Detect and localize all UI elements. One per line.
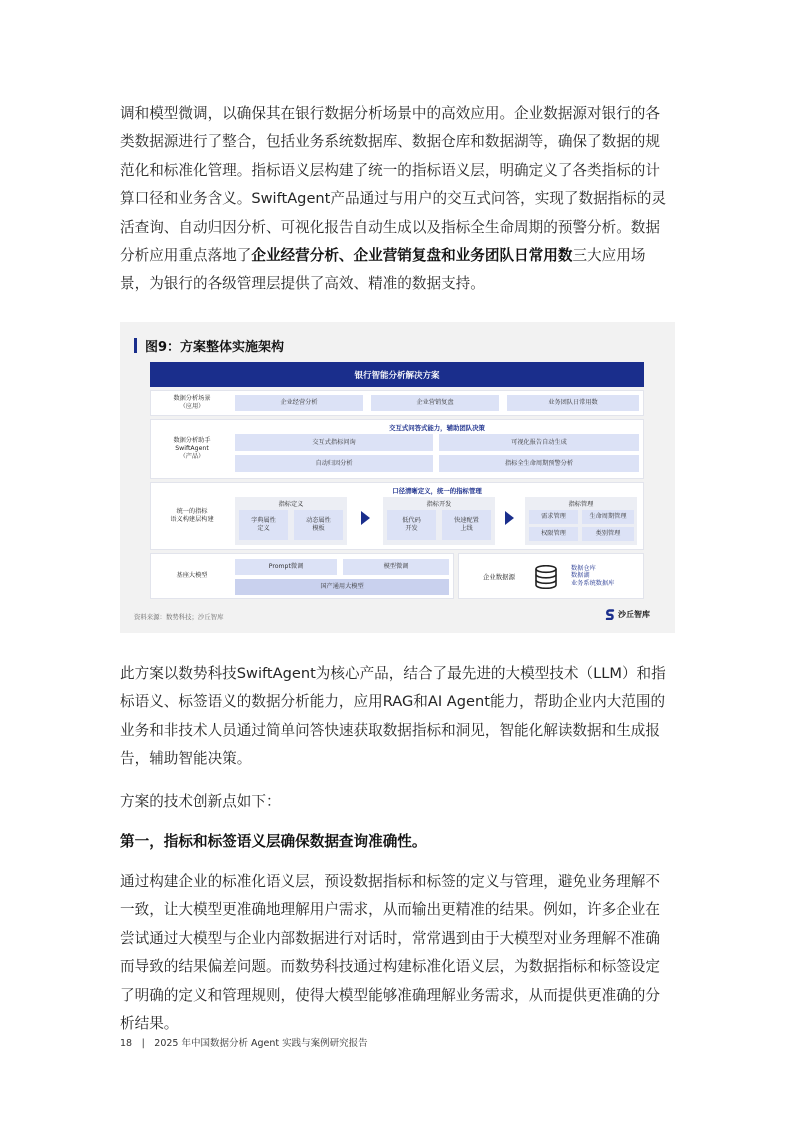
row-label-foundation: 基座大模型	[176, 572, 208, 579]
datasource-box	[458, 553, 644, 599]
logo-text: 沙丘智库	[618, 610, 650, 619]
diagram-header: 银行智能分析解决方案	[150, 362, 644, 387]
foundation-model-box	[150, 553, 454, 599]
intro-text-1: 调和模型微调，以确保其在银行数据分析场景中的高效应用。企业数据源对银行的各类数据源进行了整合，包括业务系统数据库、数据仓库和数据湖等，确保了数据的规范化和标准化管理。指标语义层构建了统一的指标语义层，明确定义了各类指标的计算口径和业务含义。SwiftAgent产品通过与用户的交互式问答，实现了数据指标的灵活查询、自动归因分析、可视化报告自动生成以及指标全生命周期的预警分析。数据分析应用重点落地了	[120, 105, 667, 265]
database-icon	[535, 565, 557, 589]
paragraph-solution: 此方案以数势科技SwiftAgent为核心产品，结合了最先进的大模型技术（LLM）和指标语义、标签语义的数据分析能力，应用RAG和AI Agent能力，帮助企业内大范围的业务和非技术人员通过简单问答快速获取数据指标和洞见，智能化解读数据和生成报告，辅助智能决策。	[120, 665, 666, 768]
cell-assistant-2: 可视化报告自动生成	[439, 434, 639, 451]
page-footer: 18 | 2025 年中国数据分析 Agent 实践与案例研究报告	[120, 1038, 368, 1049]
cell-dev-2: 快速配置 上线	[442, 510, 491, 540]
cell-assistant-1: 交互式指标问询	[235, 434, 433, 451]
arrow-right-icon	[505, 511, 514, 525]
figure-architecture	[120, 322, 675, 633]
figure-title	[134, 336, 284, 355]
intro-bold-text: 企业经营分析、企业营销复盘和业务团队日常用数	[251, 247, 573, 265]
cell-mgmt-2: 生命周期管理	[582, 510, 634, 524]
row-label-semantic: 统一的指标 语义构建层构建	[170, 508, 214, 523]
cell-scenario-3: 业务团队日常用数	[507, 395, 639, 411]
group-management-title: 指标管理	[568, 501, 594, 508]
logo-mark-icon	[605, 609, 615, 620]
cell-mgmt-4: 类别管理	[582, 527, 634, 541]
brand-logo	[605, 609, 650, 620]
cell-mgmt-1: 需求管理	[529, 510, 578, 524]
heading-innovation-1: 第一，指标和标签语义层确保数据查询准确性。	[120, 833, 427, 850]
cell-assistant-4: 指标全生命周期预警分析	[439, 455, 639, 472]
datasource-label: 企业数据源	[483, 572, 515, 581]
paragraph-innovations-intro: 方案的技术创新点如下：	[120, 793, 281, 810]
cell-domestic-model: 国产通用大模型	[235, 579, 449, 595]
cell-def-1: 字典属性 定义	[239, 510, 288, 540]
datasource-list	[571, 565, 614, 587]
datasource-item: 数据仓库	[571, 565, 596, 572]
cell-def-2: 动态属性 模板	[294, 510, 343, 540]
figure-source: 资料来源：数势科技；沙丘智库	[134, 613, 224, 621]
row-label-scenarios: 数据分析场景 （应用）	[173, 395, 211, 410]
arrow-right-icon	[361, 511, 370, 525]
row-foundation	[150, 553, 644, 601]
datasource-item: 业务系统数据库	[571, 579, 615, 587]
cell-scenario-1: 企业经营分析	[235, 395, 363, 411]
cell-prompt-tuning: Prompt微调	[235, 559, 337, 575]
cell-mgmt-3: 权限管理	[529, 527, 578, 541]
assistant-subtitle: 交互式问答式能力，辅助团队决策	[389, 424, 485, 432]
title-accent-bar	[134, 338, 137, 353]
cell-dev-1: 低代码 开发	[387, 510, 436, 540]
intro-paragraph	[120, 100, 673, 299]
row-semantic-layer	[150, 482, 644, 550]
row-label-assistant: 数据分析助手 SwiftAgent （产品）	[173, 437, 211, 460]
row-scenarios	[150, 390, 644, 416]
semantic-subtitle: 口径清晰定义，统一的指标管理	[392, 487, 482, 495]
cell-scenario-2: 企业营销复盘	[371, 395, 499, 411]
intro-text-2: 三大应用场景，为银行的各级管理层提供了高效、精准的数据支持。	[120, 247, 646, 293]
datasource-item: 数据湖	[571, 572, 590, 580]
cell-model-tuning: 模型微调	[343, 559, 449, 575]
group-definition-title: 指标定义	[278, 501, 304, 508]
row-assistant	[150, 419, 644, 479]
paragraph-innovation-1: 通过构建企业的标准化语义层，预设数据指标和标签的定义与管理，避免业务理解不一致，让大模型更准确地理解用户需求，从而输出更精准的结果。例如，许多企业在尝试通过大模型与企业内部数据进行对话时，常常遇到由于大模型对业务理解不准确而导致的结果偏差问题。而数势科技通过构建标准化语义层，为数据指标和标签设定了明确的定义和管理规则，使得大模型能够准确理解业务需求，从而提供更准确的分析结果。	[120, 873, 660, 1033]
architecture-diagram	[150, 362, 644, 601]
figure-title-text: 图9：方案整体实施架构	[145, 340, 285, 355]
group-development-title: 指标开发	[426, 501, 452, 508]
cell-assistant-3: 自动归因分析	[235, 455, 433, 472]
